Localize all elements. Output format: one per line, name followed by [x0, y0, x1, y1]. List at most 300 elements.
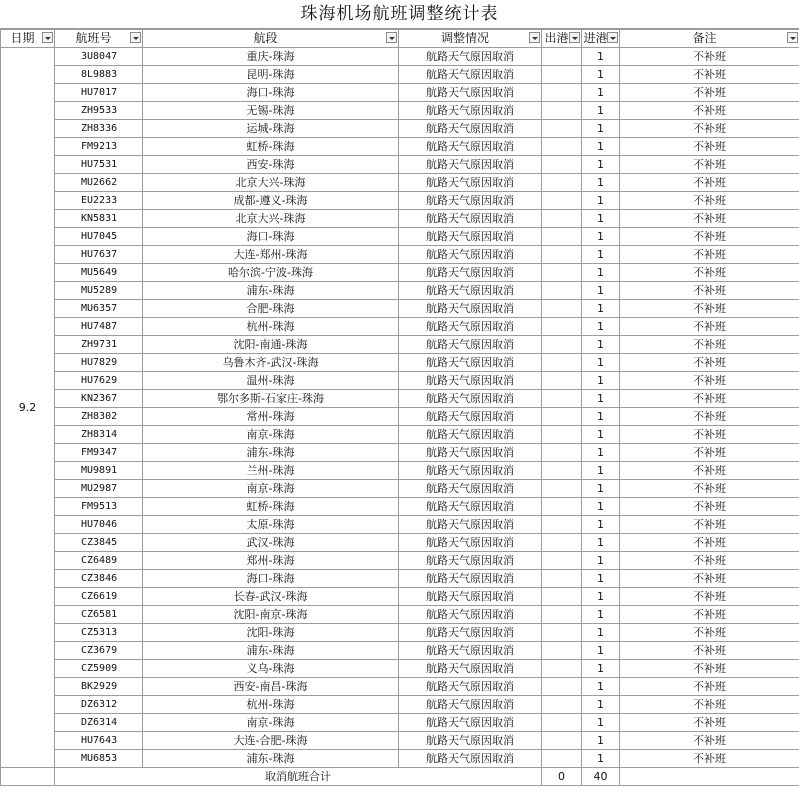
remark-cell[interactable]: 不补班: [620, 84, 799, 102]
out-cell[interactable]: [542, 606, 582, 624]
out-cell[interactable]: [542, 264, 582, 282]
in-cell[interactable]: 1: [582, 408, 620, 426]
filter-dropdown-icon[interactable]: [787, 32, 798, 43]
out-cell[interactable]: [542, 426, 582, 444]
in-cell[interactable]: 1: [582, 660, 620, 678]
remark-cell[interactable]: 不补班: [620, 300, 799, 318]
out-cell[interactable]: [542, 714, 582, 732]
in-cell[interactable]: 1: [582, 354, 620, 372]
flight-number-cell[interactable]: CZ3679: [55, 642, 143, 660]
table-row: [1, 372, 799, 390]
table-row: [1, 552, 799, 570]
flight-number-cell[interactable]: CZ5313: [55, 624, 143, 642]
filter-dropdown-icon[interactable]: [130, 32, 141, 43]
in-cell[interactable]: 1: [582, 552, 620, 570]
status-cell[interactable]: 航路天气原因取消: [399, 552, 542, 570]
status-cell[interactable]: 航路天气原因取消: [399, 66, 542, 84]
table-body: [1, 48, 799, 768]
route-cell[interactable]: 西安-南昌-珠海: [143, 678, 399, 696]
out-cell[interactable]: [542, 48, 582, 66]
route-cell[interactable]: 乌鲁木齐-武汉-珠海: [143, 354, 399, 372]
out-cell[interactable]: [542, 678, 582, 696]
status-cell[interactable]: 航路天气原因取消: [399, 84, 542, 102]
status-cell[interactable]: 航路天气原因取消: [399, 696, 542, 714]
status-cell[interactable]: 航路天气原因取消: [399, 678, 542, 696]
status-cell[interactable]: 航路天气原因取消: [399, 390, 542, 408]
flight-number-cell[interactable]: FM9213: [55, 138, 143, 156]
route-cell[interactable]: 温州-珠海: [143, 372, 399, 390]
table-row: [1, 282, 799, 300]
status-cell[interactable]: 航路天气原因取消: [399, 138, 542, 156]
in-cell[interactable]: 1: [582, 264, 620, 282]
status-cell[interactable]: 航路天气原因取消: [399, 408, 542, 426]
in-cell[interactable]: 1: [582, 66, 620, 84]
remark-cell[interactable]: 不补班: [620, 48, 799, 66]
header-row: [1, 30, 799, 48]
route-cell[interactable]: 武汉-珠海: [143, 534, 399, 552]
out-cell[interactable]: [542, 570, 582, 588]
out-cell[interactable]: [542, 642, 582, 660]
in-cell[interactable]: 1: [582, 588, 620, 606]
table-row: [1, 390, 799, 408]
remark-cell[interactable]: 不补班: [620, 318, 799, 336]
remark-cell[interactable]: 不补班: [620, 480, 799, 498]
flight-number-cell[interactable]: BK2929: [55, 678, 143, 696]
out-cell[interactable]: [542, 300, 582, 318]
remark-cell[interactable]: 不补班: [620, 444, 799, 462]
page-title: 珠海机场航班调整统计表: [0, 0, 799, 29]
out-cell[interactable]: [542, 498, 582, 516]
status-cell[interactable]: 航路天气原因取消: [399, 714, 542, 732]
route-cell[interactable]: 沈阳-南京-珠海: [143, 606, 399, 624]
flight-number-cell[interactable]: 8L9883: [55, 66, 143, 84]
flight-number-cell[interactable]: CZ6581: [55, 606, 143, 624]
route-cell[interactable]: 浦东-珠海: [143, 282, 399, 300]
table-row: [1, 642, 799, 660]
remark-cell[interactable]: 不补班: [620, 660, 799, 678]
in-cell[interactable]: 1: [582, 120, 620, 138]
route-cell[interactable]: 兰州-珠海: [143, 462, 399, 480]
filter-dropdown-icon[interactable]: [607, 32, 618, 43]
status-cell[interactable]: 航路天气原因取消: [399, 318, 542, 336]
flight-number-cell[interactable]: CZ3845: [55, 534, 143, 552]
table-row: [1, 246, 799, 264]
flight-number-cell[interactable]: ZH8314: [55, 426, 143, 444]
table-row: [1, 300, 799, 318]
status-cell[interactable]: 航路天气原因取消: [399, 750, 542, 768]
remark-cell[interactable]: 不补班: [620, 246, 799, 264]
out-cell[interactable]: [542, 354, 582, 372]
out-cell[interactable]: [542, 66, 582, 84]
status-cell[interactable]: 航路天气原因取消: [399, 282, 542, 300]
remark-cell[interactable]: 不补班: [620, 336, 799, 354]
remark-cell[interactable]: 不补班: [620, 678, 799, 696]
remark-cell[interactable]: 不补班: [620, 102, 799, 120]
route-cell[interactable]: 北京大兴-珠海: [143, 210, 399, 228]
status-cell[interactable]: 航路天气原因取消: [399, 156, 542, 174]
out-cell[interactable]: [542, 120, 582, 138]
remark-cell[interactable]: 不补班: [620, 192, 799, 210]
in-cell[interactable]: 1: [582, 282, 620, 300]
flight-number-cell[interactable]: 3U8047: [55, 48, 143, 66]
remark-cell[interactable]: 不补班: [620, 228, 799, 246]
table-row: [1, 228, 799, 246]
out-cell[interactable]: [542, 192, 582, 210]
remark-cell[interactable]: 不补班: [620, 156, 799, 174]
flight-number-cell[interactable]: HU7643: [55, 732, 143, 750]
status-cell[interactable]: 航路天气原因取消: [399, 516, 542, 534]
table-row: [1, 714, 799, 732]
route-cell[interactable]: 鄂尔多斯-石家庄-珠海: [143, 390, 399, 408]
remark-cell[interactable]: 不补班: [620, 498, 799, 516]
flight-number-cell[interactable]: CZ6489: [55, 552, 143, 570]
column-header-remark: 备注: [620, 30, 799, 48]
total-label: 取消航班合计: [55, 768, 542, 786]
table-row: [1, 318, 799, 336]
out-cell[interactable]: [542, 480, 582, 498]
status-cell[interactable]: 航路天气原因取消: [399, 48, 542, 66]
in-cell[interactable]: 1: [582, 336, 620, 354]
table-row: [1, 336, 799, 354]
out-cell[interactable]: [542, 84, 582, 102]
column-header-out: 出港: [542, 30, 582, 48]
route-cell[interactable]: 虹桥-珠海: [143, 138, 399, 156]
flight-number-cell[interactable]: DZ6312: [55, 696, 143, 714]
status-cell[interactable]: 航路天气原因取消: [399, 336, 542, 354]
remark-cell[interactable]: 不补班: [620, 390, 799, 408]
out-cell[interactable]: [542, 372, 582, 390]
in-cell[interactable]: 1: [582, 624, 620, 642]
route-cell[interactable]: 杭州-珠海: [143, 696, 399, 714]
out-cell[interactable]: [542, 462, 582, 480]
status-cell[interactable]: 航路天气原因取消: [399, 570, 542, 588]
table-row: [1, 696, 799, 714]
table-row: [1, 84, 799, 102]
flight-number-cell[interactable]: ZH8302: [55, 408, 143, 426]
status-cell[interactable]: 航路天气原因取消: [399, 354, 542, 372]
remark-cell[interactable]: 不补班: [620, 624, 799, 642]
column-header-route: 航段: [143, 30, 399, 48]
out-cell[interactable]: [542, 282, 582, 300]
status-cell[interactable]: 航路天气原因取消: [399, 192, 542, 210]
out-cell[interactable]: [542, 156, 582, 174]
route-cell[interactable]: 浦东-珠海: [143, 750, 399, 768]
table-row: [1, 678, 799, 696]
in-cell[interactable]: 1: [582, 750, 620, 768]
out-cell[interactable]: [542, 534, 582, 552]
table-row: [1, 102, 799, 120]
remark-cell[interactable]: 不补班: [620, 462, 799, 480]
in-cell[interactable]: 1: [582, 498, 620, 516]
remark-cell[interactable]: 不补班: [620, 264, 799, 282]
table-row: [1, 264, 799, 282]
column-header-in: 进港: [582, 30, 620, 48]
out-cell[interactable]: [542, 138, 582, 156]
flight-number-cell[interactable]: HU7045: [55, 228, 143, 246]
out-cell[interactable]: [542, 552, 582, 570]
total-in: 40: [582, 768, 620, 786]
table-row: [1, 516, 799, 534]
remark-cell[interactable]: 不补班: [620, 66, 799, 84]
status-cell[interactable]: 航路天气原因取消: [399, 588, 542, 606]
in-cell[interactable]: 1: [582, 210, 620, 228]
flight-number-cell[interactable]: KN5831: [55, 210, 143, 228]
status-cell[interactable]: 航路天气原因取消: [399, 624, 542, 642]
out-cell[interactable]: [542, 408, 582, 426]
in-cell[interactable]: 1: [582, 426, 620, 444]
flight-number-cell[interactable]: HU7829: [55, 354, 143, 372]
table-row: [1, 192, 799, 210]
in-cell[interactable]: 1: [582, 732, 620, 750]
remark-cell[interactable]: 不补班: [620, 696, 799, 714]
remark-cell[interactable]: 不补班: [620, 210, 799, 228]
route-cell[interactable]: 浦东-珠海: [143, 444, 399, 462]
remark-cell[interactable]: 不补班: [620, 372, 799, 390]
flight-number-cell[interactable]: HU7531: [55, 156, 143, 174]
table-row: [1, 66, 799, 84]
route-cell[interactable]: 沈阳-珠海: [143, 624, 399, 642]
remark-cell[interactable]: 不补班: [620, 588, 799, 606]
table-row: [1, 444, 799, 462]
route-cell[interactable]: 运城-珠海: [143, 120, 399, 138]
remark-cell[interactable]: 不补班: [620, 732, 799, 750]
in-cell[interactable]: 1: [582, 642, 620, 660]
flight-number-cell[interactable]: MU6357: [55, 300, 143, 318]
out-cell[interactable]: [542, 750, 582, 768]
remark-cell[interactable]: 不补班: [620, 570, 799, 588]
table-row: [1, 138, 799, 156]
route-cell[interactable]: 昆明-珠海: [143, 66, 399, 84]
in-cell[interactable]: 1: [582, 48, 620, 66]
flight-number-cell[interactable]: MU9891: [55, 462, 143, 480]
status-cell[interactable]: 航路天气原因取消: [399, 228, 542, 246]
table-row: [1, 156, 799, 174]
status-cell[interactable]: 航路天气原因取消: [399, 372, 542, 390]
status-cell[interactable]: 航路天气原因取消: [399, 300, 542, 318]
route-cell[interactable]: 南京-珠海: [143, 480, 399, 498]
out-cell[interactable]: [542, 624, 582, 642]
table-row: [1, 462, 799, 480]
remark-cell[interactable]: 不补班: [620, 354, 799, 372]
filter-dropdown-icon[interactable]: [529, 32, 540, 43]
route-cell[interactable]: 太原-珠海: [143, 516, 399, 534]
in-cell[interactable]: 1: [582, 102, 620, 120]
status-cell[interactable]: 航路天气原因取消: [399, 498, 542, 516]
in-cell[interactable]: 1: [582, 156, 620, 174]
route-cell[interactable]: 大连-郑州-珠海: [143, 246, 399, 264]
table-row: [1, 426, 799, 444]
in-cell[interactable]: 1: [582, 318, 620, 336]
filter-dropdown-icon[interactable]: [569, 32, 580, 43]
in-cell[interactable]: 1: [582, 138, 620, 156]
flight-number-cell[interactable]: MU2662: [55, 174, 143, 192]
in-cell[interactable]: 1: [582, 678, 620, 696]
status-cell[interactable]: 航路天气原因取消: [399, 660, 542, 678]
out-cell[interactable]: [542, 336, 582, 354]
out-cell[interactable]: [542, 210, 582, 228]
route-cell[interactable]: 长春-武汉-珠海: [143, 588, 399, 606]
remark-cell[interactable]: 不补班: [620, 552, 799, 570]
status-cell[interactable]: 航路天气原因取消: [399, 210, 542, 228]
flight-number-cell[interactable]: HU7046: [55, 516, 143, 534]
out-cell[interactable]: [542, 588, 582, 606]
in-cell[interactable]: 1: [582, 84, 620, 102]
route-cell[interactable]: 虹桥-珠海: [143, 498, 399, 516]
flight-number-cell[interactable]: ZH8336: [55, 120, 143, 138]
route-cell[interactable]: 重庆-珠海: [143, 48, 399, 66]
flight-number-cell[interactable]: HU7637: [55, 246, 143, 264]
route-cell[interactable]: 郑州-珠海: [143, 552, 399, 570]
flight-number-cell[interactable]: ZH9731: [55, 336, 143, 354]
column-header-date: 日期: [1, 30, 55, 48]
flight-number-cell[interactable]: MU5289: [55, 282, 143, 300]
route-cell[interactable]: 大连-合肥-珠海: [143, 732, 399, 750]
table-row: [1, 498, 799, 516]
route-cell[interactable]: 常州-珠海: [143, 408, 399, 426]
remark-cell[interactable]: 不补班: [620, 426, 799, 444]
flight-number-cell[interactable]: CZ5909: [55, 660, 143, 678]
remark-cell[interactable]: 不补班: [620, 534, 799, 552]
out-cell[interactable]: [542, 246, 582, 264]
route-cell[interactable]: 南京-珠海: [143, 714, 399, 732]
status-cell[interactable]: 航路天气原因取消: [399, 534, 542, 552]
column-header-status: 调整情况: [399, 30, 542, 48]
total-row: [1, 768, 799, 786]
remark-cell[interactable]: 不补班: [620, 138, 799, 156]
status-cell[interactable]: 航路天气原因取消: [399, 606, 542, 624]
out-cell[interactable]: [542, 174, 582, 192]
table-row: [1, 606, 799, 624]
flight-number-cell[interactable]: FM9513: [55, 498, 143, 516]
out-cell[interactable]: [542, 102, 582, 120]
column-header-flight: 航班号: [55, 30, 143, 48]
status-cell[interactable]: 航路天气原因取消: [399, 120, 542, 138]
in-cell[interactable]: 1: [582, 534, 620, 552]
in-cell[interactable]: 1: [582, 606, 620, 624]
date-cell[interactable]: 9.2: [1, 48, 55, 768]
flight-adjustment-table: [0, 29, 799, 786]
status-cell[interactable]: 航路天气原因取消: [399, 426, 542, 444]
table-row: [1, 570, 799, 588]
flight-number-cell[interactable]: ZH9533: [55, 102, 143, 120]
route-cell[interactable]: 西安-珠海: [143, 156, 399, 174]
route-cell[interactable]: 合肥-珠海: [143, 300, 399, 318]
route-cell[interactable]: 哈尔滨-宁波-珠海: [143, 264, 399, 282]
in-cell[interactable]: 1: [582, 444, 620, 462]
in-cell[interactable]: 1: [582, 372, 620, 390]
route-cell[interactable]: 海口-珠海: [143, 84, 399, 102]
in-cell[interactable]: 1: [582, 192, 620, 210]
route-cell[interactable]: 北京大兴-珠海: [143, 174, 399, 192]
flight-number-cell[interactable]: KN2367: [55, 390, 143, 408]
out-cell[interactable]: [542, 390, 582, 408]
flight-number-cell[interactable]: HU7017: [55, 84, 143, 102]
in-cell[interactable]: 1: [582, 300, 620, 318]
remark-cell[interactable]: 不补班: [620, 516, 799, 534]
remark-cell[interactable]: 不补班: [620, 750, 799, 768]
status-cell[interactable]: 航路天气原因取消: [399, 174, 542, 192]
in-cell[interactable]: 1: [582, 714, 620, 732]
remark-cell[interactable]: 不补班: [620, 606, 799, 624]
in-cell[interactable]: 1: [582, 516, 620, 534]
status-cell[interactable]: 航路天气原因取消: [399, 732, 542, 750]
table-row: [1, 732, 799, 750]
in-cell[interactable]: 1: [582, 480, 620, 498]
flight-number-cell[interactable]: DZ6314: [55, 714, 143, 732]
remark-cell[interactable]: 不补班: [620, 282, 799, 300]
route-cell[interactable]: 杭州-珠海: [143, 318, 399, 336]
out-cell[interactable]: [542, 444, 582, 462]
route-cell[interactable]: 义乌-珠海: [143, 660, 399, 678]
out-cell[interactable]: [542, 228, 582, 246]
total-out: 0: [542, 768, 582, 786]
route-cell[interactable]: 无锡-珠海: [143, 102, 399, 120]
in-cell[interactable]: 1: [582, 246, 620, 264]
route-cell[interactable]: 南京-珠海: [143, 426, 399, 444]
flight-number-cell[interactable]: CZ3846: [55, 570, 143, 588]
route-cell[interactable]: 成都-遵义-珠海: [143, 192, 399, 210]
flight-number-cell[interactable]: MU2987: [55, 480, 143, 498]
in-cell[interactable]: 1: [582, 462, 620, 480]
out-cell[interactable]: [542, 516, 582, 534]
out-cell[interactable]: [542, 696, 582, 714]
in-cell[interactable]: 1: [582, 228, 620, 246]
table-row: [1, 480, 799, 498]
flight-number-cell[interactable]: FM9347: [55, 444, 143, 462]
route-cell[interactable]: 海口-珠海: [143, 570, 399, 588]
table-row: [1, 210, 799, 228]
table-row: [1, 48, 799, 66]
flight-number-cell[interactable]: HU7487: [55, 318, 143, 336]
in-cell[interactable]: 1: [582, 390, 620, 408]
in-cell[interactable]: 1: [582, 174, 620, 192]
status-cell[interactable]: 航路天气原因取消: [399, 462, 542, 480]
remark-cell[interactable]: 不补班: [620, 408, 799, 426]
table-row: [1, 588, 799, 606]
table-row: [1, 534, 799, 552]
status-cell[interactable]: 航路天气原因取消: [399, 246, 542, 264]
remark-cell[interactable]: 不补班: [620, 642, 799, 660]
status-cell[interactable]: 航路天气原因取消: [399, 102, 542, 120]
status-cell[interactable]: 航路天气原因取消: [399, 480, 542, 498]
flight-number-cell[interactable]: CZ6619: [55, 588, 143, 606]
flight-number-cell[interactable]: MU6853: [55, 750, 143, 768]
out-cell[interactable]: [542, 732, 582, 750]
route-cell[interactable]: 海口-珠海: [143, 228, 399, 246]
remark-cell[interactable]: 不补班: [620, 174, 799, 192]
remark-cell[interactable]: 不补班: [620, 714, 799, 732]
out-cell[interactable]: [542, 660, 582, 678]
flight-number-cell[interactable]: EU2233: [55, 192, 143, 210]
status-cell[interactable]: 航路天气原因取消: [399, 642, 542, 660]
table-row: [1, 408, 799, 426]
total-remark-cell: [620, 768, 799, 786]
filter-dropdown-icon[interactable]: [42, 32, 53, 43]
table-row: [1, 120, 799, 138]
route-cell[interactable]: 沈阳-南通-珠海: [143, 336, 399, 354]
flight-number-cell[interactable]: HU7629: [55, 372, 143, 390]
status-cell[interactable]: 航路天气原因取消: [399, 264, 542, 282]
flight-number-cell[interactable]: MU5649: [55, 264, 143, 282]
route-cell[interactable]: 浦东-珠海: [143, 642, 399, 660]
out-cell[interactable]: [542, 318, 582, 336]
status-cell[interactable]: 航路天气原因取消: [399, 444, 542, 462]
table-row: [1, 174, 799, 192]
filter-dropdown-icon[interactable]: [386, 32, 397, 43]
in-cell[interactable]: 1: [582, 570, 620, 588]
in-cell[interactable]: 1: [582, 696, 620, 714]
remark-cell[interactable]: 不补班: [620, 120, 799, 138]
